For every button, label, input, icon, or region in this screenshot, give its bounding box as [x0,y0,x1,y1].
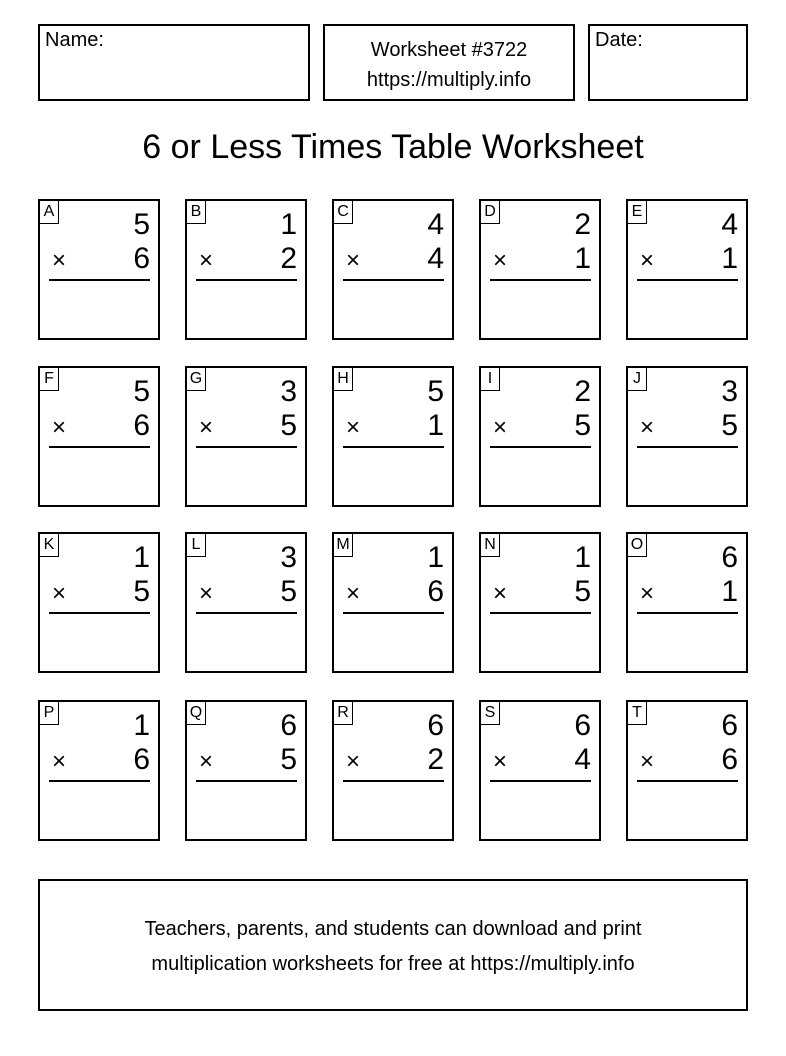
problem-top-number: 1 [133,709,150,742]
problem-bottom-number: 4 [574,743,591,776]
footer-line-2: multiplication worksheets for free at https://multiply.info [151,953,635,975]
problem-bottom-number: 6 [133,242,150,275]
problem-card[interactable] [38,366,160,507]
problem-card[interactable] [38,532,160,673]
times-sign: × [640,247,655,274]
answer-line [49,780,150,782]
times-sign: × [640,414,655,441]
problem-top-number: 5 [133,208,150,241]
times-sign: × [640,748,655,775]
answer-line [343,446,444,448]
times-sign: × [493,414,508,441]
answer-line [490,780,591,782]
problem-card[interactable] [479,532,601,673]
problem-top-number: 6 [427,709,444,742]
problem-card[interactable] [626,366,748,507]
problem-top-number: 1 [427,541,444,574]
problem-card[interactable] [626,199,748,340]
answer-line [637,780,738,782]
page-title: 6 or Less Times Table Worksheet [142,128,644,166]
problem-card[interactable] [479,199,601,340]
problem-letter: B [186,200,206,224]
problem-bottom-number: 1 [427,409,444,442]
problem-letter: C [333,200,353,224]
problem-card[interactable] [332,532,454,673]
problem-top-number: 1 [574,541,591,574]
answer-line [490,446,591,448]
problem-bottom-number: 1 [721,575,738,608]
times-sign: × [52,580,67,607]
problem-top-number: 3 [280,541,297,574]
problem-top-number: 6 [721,709,738,742]
problem-top-number: 3 [721,375,738,408]
problem-letter: I [480,367,500,391]
problem-letter: R [333,701,353,725]
times-sign: × [199,414,214,441]
problem-card[interactable] [38,700,160,841]
problem-letter: J [627,367,647,391]
problem-letter: D [480,200,500,224]
problem-card[interactable] [332,199,454,340]
times-sign: × [346,247,361,274]
problem-top-number: 4 [721,208,738,241]
problem-bottom-number: 5 [721,409,738,442]
times-sign: × [199,748,214,775]
answer-line [490,279,591,281]
times-sign: × [493,247,508,274]
problem-letter: M [333,533,353,557]
problem-bottom-number: 5 [574,575,591,608]
problem-card[interactable] [185,700,307,841]
problem-letter: S [480,701,500,725]
problem-card[interactable] [185,532,307,673]
footer-box [38,879,748,1011]
problem-letter: F [39,367,59,391]
answer-line [637,446,738,448]
answer-line [196,446,297,448]
times-sign: × [199,247,214,274]
problem-top-number: 6 [721,541,738,574]
problem-bottom-number: 6 [721,743,738,776]
problem-top-number: 6 [280,709,297,742]
problem-letter: Q [186,701,206,725]
problem-bottom-number: 5 [574,409,591,442]
problem-card[interactable] [332,366,454,507]
answer-line [343,279,444,281]
times-sign: × [346,748,361,775]
times-sign: × [52,748,67,775]
problem-bottom-number: 6 [133,409,150,442]
answer-line [343,780,444,782]
times-sign: × [346,580,361,607]
problem-card[interactable] [185,199,307,340]
problem-bottom-number: 5 [280,409,297,442]
worksheet-number: Worksheet #3722 [370,39,528,61]
problem-card[interactable] [626,532,748,673]
problem-top-number: 1 [280,208,297,241]
problem-top-number: 2 [574,208,591,241]
name-label: Name: [45,29,104,51]
problem-bottom-number: 1 [721,242,738,275]
problem-letter: E [627,200,647,224]
answer-line [196,780,297,782]
times-sign: × [493,580,508,607]
times-sign: × [52,414,67,441]
times-sign: × [346,414,361,441]
problem-letter: L [186,533,206,557]
problem-card[interactable] [38,199,160,340]
problem-letter: N [480,533,500,557]
problem-letter: O [627,533,647,557]
answer-line [490,612,591,614]
times-sign: × [199,580,214,607]
times-sign: × [640,580,655,607]
problem-bottom-number: 5 [280,575,297,608]
answer-line [637,279,738,281]
problem-bottom-number: 4 [427,242,444,275]
problem-bottom-number: 5 [280,743,297,776]
times-sign: × [493,748,508,775]
problem-top-number: 3 [280,375,297,408]
problem-top-number: 5 [427,375,444,408]
problem-letter: P [39,701,59,725]
problem-card[interactable] [185,366,307,507]
answer-line [196,612,297,614]
answer-line [637,612,738,614]
problem-card[interactable] [626,700,748,841]
problem-card[interactable] [332,700,454,841]
problem-bottom-number: 2 [427,743,444,776]
problem-top-number: 1 [133,541,150,574]
problem-letter: G [186,367,206,391]
website-url: https://multiply.info [366,69,532,91]
footer-line-1: Teachers, parents, and students can download and print [144,918,642,940]
problem-top-number: 2 [574,375,591,408]
problem-top-number: 6 [574,709,591,742]
problem-letter: H [333,367,353,391]
answer-line [49,446,150,448]
problem-bottom-number: 5 [133,575,150,608]
problem-bottom-number: 6 [133,743,150,776]
answer-line [49,612,150,614]
problem-letter: A [39,200,59,224]
problem-top-number: 4 [427,208,444,241]
times-sign: × [52,247,67,274]
date-label: Date: [595,29,643,51]
problem-top-number: 5 [133,375,150,408]
problem-letter: T [627,701,647,725]
problem-bottom-number: 6 [427,575,444,608]
problem-card[interactable] [479,700,601,841]
problem-bottom-number: 2 [280,242,297,275]
problem-letter: K [39,533,59,557]
problem-card[interactable] [479,366,601,507]
answer-line [343,612,444,614]
answer-line [196,279,297,281]
problem-bottom-number: 1 [574,242,591,275]
answer-line [49,279,150,281]
